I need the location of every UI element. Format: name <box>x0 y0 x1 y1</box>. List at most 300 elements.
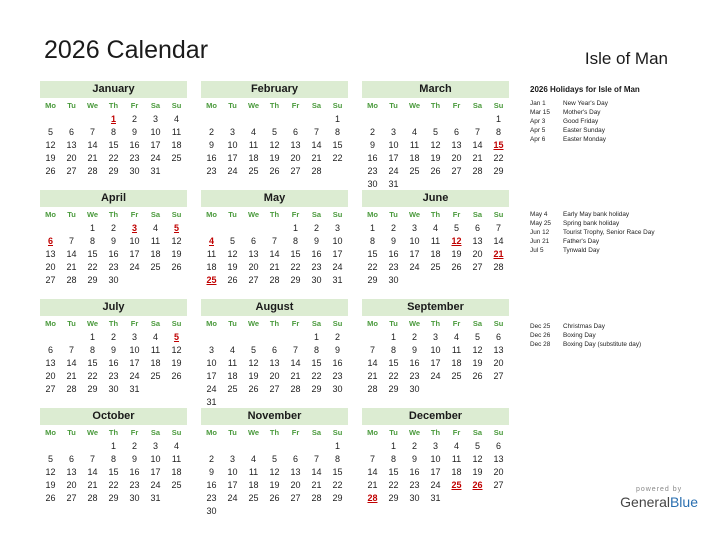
day-cell: 18 <box>171 467 182 477</box>
day-cell: 1 <box>110 441 116 451</box>
holiday-name: Good Friday <box>563 118 599 125</box>
day-cell: 29 <box>332 493 343 503</box>
day-cell: 26 <box>451 262 462 272</box>
day-cell: 10 <box>129 236 140 246</box>
footer-logo[interactable] <box>620 486 698 510</box>
day-cell: 28 <box>269 275 280 285</box>
empty-cell <box>145 383 166 396</box>
day-cell: 13 <box>269 358 280 368</box>
day-cell: 28 <box>311 493 322 503</box>
day-cell: 6 <box>495 441 501 451</box>
weekday-label: Th <box>269 210 280 219</box>
day-cell: 31 <box>388 179 399 189</box>
day-cell: 15 <box>388 467 399 477</box>
day-cell: 29 <box>108 166 119 176</box>
day-cell: 30 <box>206 506 217 516</box>
day-cell: 17 <box>430 467 441 477</box>
weekday-label: Fr <box>452 101 461 110</box>
weekday-label: We <box>86 319 99 328</box>
day-cell: 5 <box>47 454 53 464</box>
empty-cell <box>201 222 222 235</box>
day-cell: 4 <box>229 345 235 355</box>
weekday-label: Su <box>493 101 504 110</box>
day-cell: 19 <box>269 480 280 490</box>
day-cell: 12 <box>472 454 483 464</box>
holiday-date: Apr 5 <box>530 127 546 134</box>
day-cell: 10 <box>388 140 399 150</box>
day-cell: 11 <box>248 467 259 477</box>
day-cell: 11 <box>171 454 182 464</box>
day-cell: 14 <box>493 236 504 246</box>
day-cell: 3 <box>152 441 158 451</box>
holiday-date: Dec 28 <box>530 341 551 348</box>
day-cell: 26 <box>472 480 483 490</box>
week-row <box>362 222 509 235</box>
week-row <box>362 113 509 126</box>
week-row <box>362 453 509 466</box>
day-cell: 2 <box>313 223 319 233</box>
day-cell: 10 <box>129 345 140 355</box>
day-cell: 27 <box>45 275 56 285</box>
week-row <box>201 113 348 126</box>
day-cell: 6 <box>47 345 53 355</box>
empty-cell <box>327 165 348 178</box>
weekday-label: Su <box>171 319 182 328</box>
week-row <box>362 235 509 248</box>
day-cell: 6 <box>474 223 480 233</box>
day-cell: 22 <box>311 371 322 381</box>
day-cell: 13 <box>290 140 301 150</box>
weekday-header <box>201 426 348 440</box>
day-cell: 28 <box>87 493 98 503</box>
day-cell: 21 <box>367 371 378 381</box>
day-cell: 6 <box>271 345 277 355</box>
month-name: May <box>201 190 348 207</box>
day-cell: 25 <box>150 371 161 381</box>
day-cell: 7 <box>369 454 375 464</box>
day-cell: 22 <box>108 153 119 163</box>
month-june <box>362 190 509 287</box>
day-cell: 20 <box>45 371 56 381</box>
holiday-item <box>530 99 708 108</box>
day-cell: 3 <box>432 332 438 342</box>
weekday-label: We <box>247 101 260 110</box>
empty-cell <box>166 274 187 287</box>
day-cell: 2 <box>131 114 137 124</box>
weekday-label: Mo <box>45 428 56 437</box>
empty-cell <box>488 274 509 287</box>
weekday-label: Th <box>108 319 119 328</box>
day-cell: 22 <box>290 262 301 272</box>
weekday-label: Th <box>430 428 441 437</box>
day-cell: 21 <box>87 153 98 163</box>
month-january <box>40 81 187 178</box>
weekday-label: Fr <box>452 428 461 437</box>
holiday-name: Christmas Day <box>563 323 605 330</box>
week-row <box>201 152 348 165</box>
day-cell: 23 <box>388 262 399 272</box>
holiday-date: May 4 <box>530 211 548 218</box>
holiday-date: Mar 15 <box>530 109 550 116</box>
day-cell: 1 <box>390 441 396 451</box>
day-cell: 19 <box>451 249 462 259</box>
day-cell: 6 <box>68 127 74 137</box>
weekday-label: Sa <box>472 210 483 219</box>
day-cell: 30 <box>129 166 140 176</box>
empty-cell <box>82 440 103 453</box>
day-cell: 25 <box>171 153 182 163</box>
week-row <box>201 344 348 357</box>
day-cell: 17 <box>227 153 238 163</box>
weekday-label: Su <box>171 210 182 219</box>
day-cell: 22 <box>332 480 343 490</box>
weekday-label: Mo <box>206 101 217 110</box>
holiday-item <box>530 331 708 340</box>
day-cell: 2 <box>411 441 417 451</box>
weekday-header <box>40 426 187 440</box>
day-cell: 21 <box>311 153 322 163</box>
day-cell: 14 <box>311 467 322 477</box>
day-cell: 22 <box>108 480 119 490</box>
week-row <box>201 440 348 453</box>
day-cell: 22 <box>87 262 98 272</box>
day-cell: 17 <box>129 358 140 368</box>
day-cell: 30 <box>409 493 420 503</box>
day-cell: 28 <box>87 166 98 176</box>
day-cell: 11 <box>150 236 161 246</box>
day-cell: 5 <box>271 454 277 464</box>
week-row <box>201 274 348 287</box>
day-cell: 12 <box>227 249 238 259</box>
day-cell: 22 <box>493 153 504 163</box>
day-cell: 6 <box>292 454 298 464</box>
empty-cell <box>467 383 488 396</box>
day-cell: 24 <box>332 262 343 272</box>
day-cell: 21 <box>472 153 483 163</box>
week-row <box>362 492 509 505</box>
week-row <box>40 344 187 357</box>
day-cell: 18 <box>451 467 462 477</box>
month-name: March <box>362 81 509 98</box>
day-cell: 27 <box>451 166 462 176</box>
weekday-label: Su <box>171 428 182 437</box>
day-cell: 13 <box>493 454 504 464</box>
day-cell: 1 <box>110 114 116 124</box>
weekday-label: Tu <box>389 319 398 328</box>
holiday-date: Dec 25 <box>530 323 551 330</box>
empty-cell <box>243 222 264 235</box>
month-april <box>40 190 187 287</box>
day-cell: 27 <box>66 493 77 503</box>
holiday-item <box>530 228 708 237</box>
day-cell: 10 <box>430 454 441 464</box>
day-cell: 16 <box>206 480 217 490</box>
month-july <box>40 299 187 396</box>
weekday-label: Sa <box>150 210 161 219</box>
day-cell: 30 <box>332 384 343 394</box>
weekday-label: Sa <box>311 210 322 219</box>
weekday-label: Tu <box>67 101 76 110</box>
day-cell: 13 <box>45 358 56 368</box>
month-name: August <box>201 299 348 316</box>
month-december <box>362 408 509 505</box>
day-cell: 13 <box>66 140 77 150</box>
day-cell: 4 <box>152 223 158 233</box>
day-cell: 10 <box>409 236 420 246</box>
week-row <box>201 248 348 261</box>
weekday-label: Sa <box>311 428 322 437</box>
day-cell: 30 <box>108 275 119 285</box>
holiday-item <box>530 210 708 219</box>
day-cell: 9 <box>208 140 214 150</box>
weekday-label: Th <box>269 428 280 437</box>
day-cell: 27 <box>493 371 504 381</box>
holiday-name: Easter Sunday <box>563 127 605 134</box>
empty-cell <box>446 274 467 287</box>
holidays-title: 2026 Holidays for Isle of Man <box>530 85 640 94</box>
day-cell: 13 <box>493 345 504 355</box>
day-cell: 19 <box>248 371 259 381</box>
day-cell: 6 <box>68 454 74 464</box>
weekday-label: We <box>86 428 99 437</box>
month-name: December <box>362 408 509 425</box>
empty-cell <box>264 331 285 344</box>
weekday-label: Mo <box>367 428 378 437</box>
day-cell: 14 <box>472 140 483 150</box>
day-cell: 12 <box>269 140 280 150</box>
week-row <box>362 344 509 357</box>
day-cell: 6 <box>292 127 298 137</box>
weekday-header <box>40 99 187 113</box>
day-cell: 5 <box>271 127 277 137</box>
week-row <box>201 453 348 466</box>
holiday-date: Jun 12 <box>530 229 550 236</box>
day-cell: 15 <box>290 249 301 259</box>
weekday-label: Su <box>332 101 343 110</box>
empty-cell <box>243 440 264 453</box>
day-cell: 21 <box>66 371 77 381</box>
day-cell: 1 <box>89 223 95 233</box>
weekday-header <box>362 317 509 331</box>
holiday-list-q2 <box>530 210 708 255</box>
weekday-label: Sa <box>150 101 161 110</box>
day-cell: 5 <box>173 223 179 233</box>
week-row <box>201 370 348 383</box>
day-cell: 28 <box>493 262 504 272</box>
day-cell: 13 <box>45 249 56 259</box>
day-cell: 10 <box>150 127 161 137</box>
day-cell: 17 <box>206 371 217 381</box>
week-row <box>40 235 187 248</box>
day-cell: 7 <box>369 345 375 355</box>
week-row <box>362 357 509 370</box>
day-cell: 12 <box>451 236 462 246</box>
day-cell: 30 <box>409 384 420 394</box>
day-cell: 7 <box>292 345 298 355</box>
day-cell: 16 <box>388 249 399 259</box>
day-cell: 29 <box>388 493 399 503</box>
weekday-label: Sa <box>472 428 483 437</box>
empty-cell <box>61 440 82 453</box>
day-cell: 6 <box>47 236 53 246</box>
day-cell: 27 <box>248 275 259 285</box>
weekday-label: Su <box>493 319 504 328</box>
day-cell: 30 <box>367 179 378 189</box>
week-row <box>40 440 187 453</box>
weekday-label: Fr <box>452 210 461 219</box>
day-cell: 8 <box>390 345 396 355</box>
holiday-item <box>530 322 708 331</box>
day-cell: 15 <box>332 467 343 477</box>
day-cell: 3 <box>229 454 235 464</box>
month-february <box>201 81 348 178</box>
day-cell: 31 <box>129 384 140 394</box>
weekday-label: Tu <box>228 210 237 219</box>
month-name: April <box>40 190 187 207</box>
empty-cell <box>82 113 103 126</box>
weekday-label: Th <box>430 101 441 110</box>
day-cell: 14 <box>367 358 378 368</box>
brand-name: GeneralBlue <box>620 494 698 510</box>
day-cell: 27 <box>45 384 56 394</box>
day-cell: 31 <box>332 275 343 285</box>
holiday-name: Tourist Trophy, Senior Race Day <box>563 229 655 236</box>
day-cell: 11 <box>248 140 259 150</box>
day-cell: 25 <box>451 371 462 381</box>
day-cell: 16 <box>206 153 217 163</box>
day-cell: 26 <box>171 262 182 272</box>
day-cell: 14 <box>66 358 77 368</box>
empty-cell <box>166 383 187 396</box>
day-cell: 12 <box>171 345 182 355</box>
day-cell: 5 <box>47 127 53 137</box>
empty-cell <box>222 222 243 235</box>
day-cell: 9 <box>110 345 116 355</box>
day-cell: 1 <box>369 223 375 233</box>
day-cell: 4 <box>432 223 438 233</box>
day-cell: 23 <box>206 493 217 503</box>
day-cell: 11 <box>150 345 161 355</box>
day-cell: 5 <box>432 127 438 137</box>
day-cell: 16 <box>367 153 378 163</box>
day-cell: 9 <box>131 454 137 464</box>
day-cell: 1 <box>313 332 319 342</box>
day-cell: 29 <box>87 275 98 285</box>
week-row <box>40 357 187 370</box>
day-cell: 4 <box>152 332 158 342</box>
day-cell: 21 <box>87 480 98 490</box>
day-cell: 21 <box>66 262 77 272</box>
day-cell: 3 <box>131 332 137 342</box>
day-cell: 5 <box>229 236 235 246</box>
holiday-name: Tynwald Day <box>563 247 600 254</box>
day-cell: 14 <box>87 140 98 150</box>
day-cell: 24 <box>227 166 238 176</box>
day-cell: 26 <box>269 493 280 503</box>
day-cell: 11 <box>451 454 462 464</box>
day-cell: 20 <box>248 262 259 272</box>
day-cell: 27 <box>290 493 301 503</box>
weekday-label: Tu <box>67 210 76 219</box>
day-cell: 9 <box>411 345 417 355</box>
day-cell: 17 <box>430 358 441 368</box>
empty-cell <box>488 492 509 505</box>
weekday-label: Fr <box>291 101 300 110</box>
day-cell: 29 <box>493 166 504 176</box>
empty-cell <box>362 113 383 126</box>
day-cell: 14 <box>87 467 98 477</box>
holiday-item <box>530 117 708 126</box>
weekday-label: We <box>247 428 260 437</box>
day-cell: 16 <box>108 249 119 259</box>
day-cell: 7 <box>89 454 95 464</box>
day-cell: 28 <box>367 384 378 394</box>
empty-cell <box>285 440 306 453</box>
day-cell: 30 <box>388 275 399 285</box>
week-row <box>362 370 509 383</box>
day-cell: 17 <box>150 140 161 150</box>
week-row <box>40 165 187 178</box>
day-cell: 20 <box>493 358 504 368</box>
week-row <box>362 261 509 274</box>
day-cell: 3 <box>208 345 214 355</box>
empty-cell <box>264 222 285 235</box>
day-cell: 15 <box>87 249 98 259</box>
weekday-label: Mo <box>45 210 56 219</box>
weekday-label: Sa <box>150 428 161 437</box>
day-cell: 3 <box>334 223 340 233</box>
weekday-label: We <box>247 210 260 219</box>
weekday-label: Tu <box>67 428 76 437</box>
weekday-label: Tu <box>389 210 398 219</box>
holiday-name: New Year's Day <box>563 100 608 107</box>
empty-cell <box>222 440 243 453</box>
day-cell: 23 <box>332 371 343 381</box>
day-cell: 9 <box>411 454 417 464</box>
weekday-label: Mo <box>45 319 56 328</box>
holiday-name: Easter Monday <box>563 136 606 143</box>
day-cell: 21 <box>311 480 322 490</box>
day-cell: 6 <box>495 332 501 342</box>
day-cell: 19 <box>171 249 182 259</box>
week-row <box>362 466 509 479</box>
empty-cell <box>383 113 404 126</box>
month-name: June <box>362 190 509 207</box>
week-row <box>40 139 187 152</box>
day-cell: 8 <box>369 236 375 246</box>
day-cell: 21 <box>269 262 280 272</box>
empty-cell <box>404 274 425 287</box>
day-cell: 30 <box>311 275 322 285</box>
holiday-name: Boxing Day <box>563 332 596 339</box>
empty-cell <box>243 113 264 126</box>
holiday-list-q4 <box>530 322 708 349</box>
day-cell: 5 <box>173 332 179 342</box>
day-cell: 25 <box>248 493 259 503</box>
weekday-label: We <box>247 319 260 328</box>
day-cell: 25 <box>171 480 182 490</box>
week-row <box>40 331 187 344</box>
empty-cell <box>425 383 446 396</box>
day-cell: 11 <box>206 249 217 259</box>
week-row <box>40 222 187 235</box>
empty-cell <box>40 113 61 126</box>
day-cell: 15 <box>108 140 119 150</box>
day-cell: 12 <box>45 467 56 477</box>
day-cell: 31 <box>150 166 161 176</box>
weekday-label: Fr <box>130 210 139 219</box>
day-cell: 6 <box>250 236 256 246</box>
